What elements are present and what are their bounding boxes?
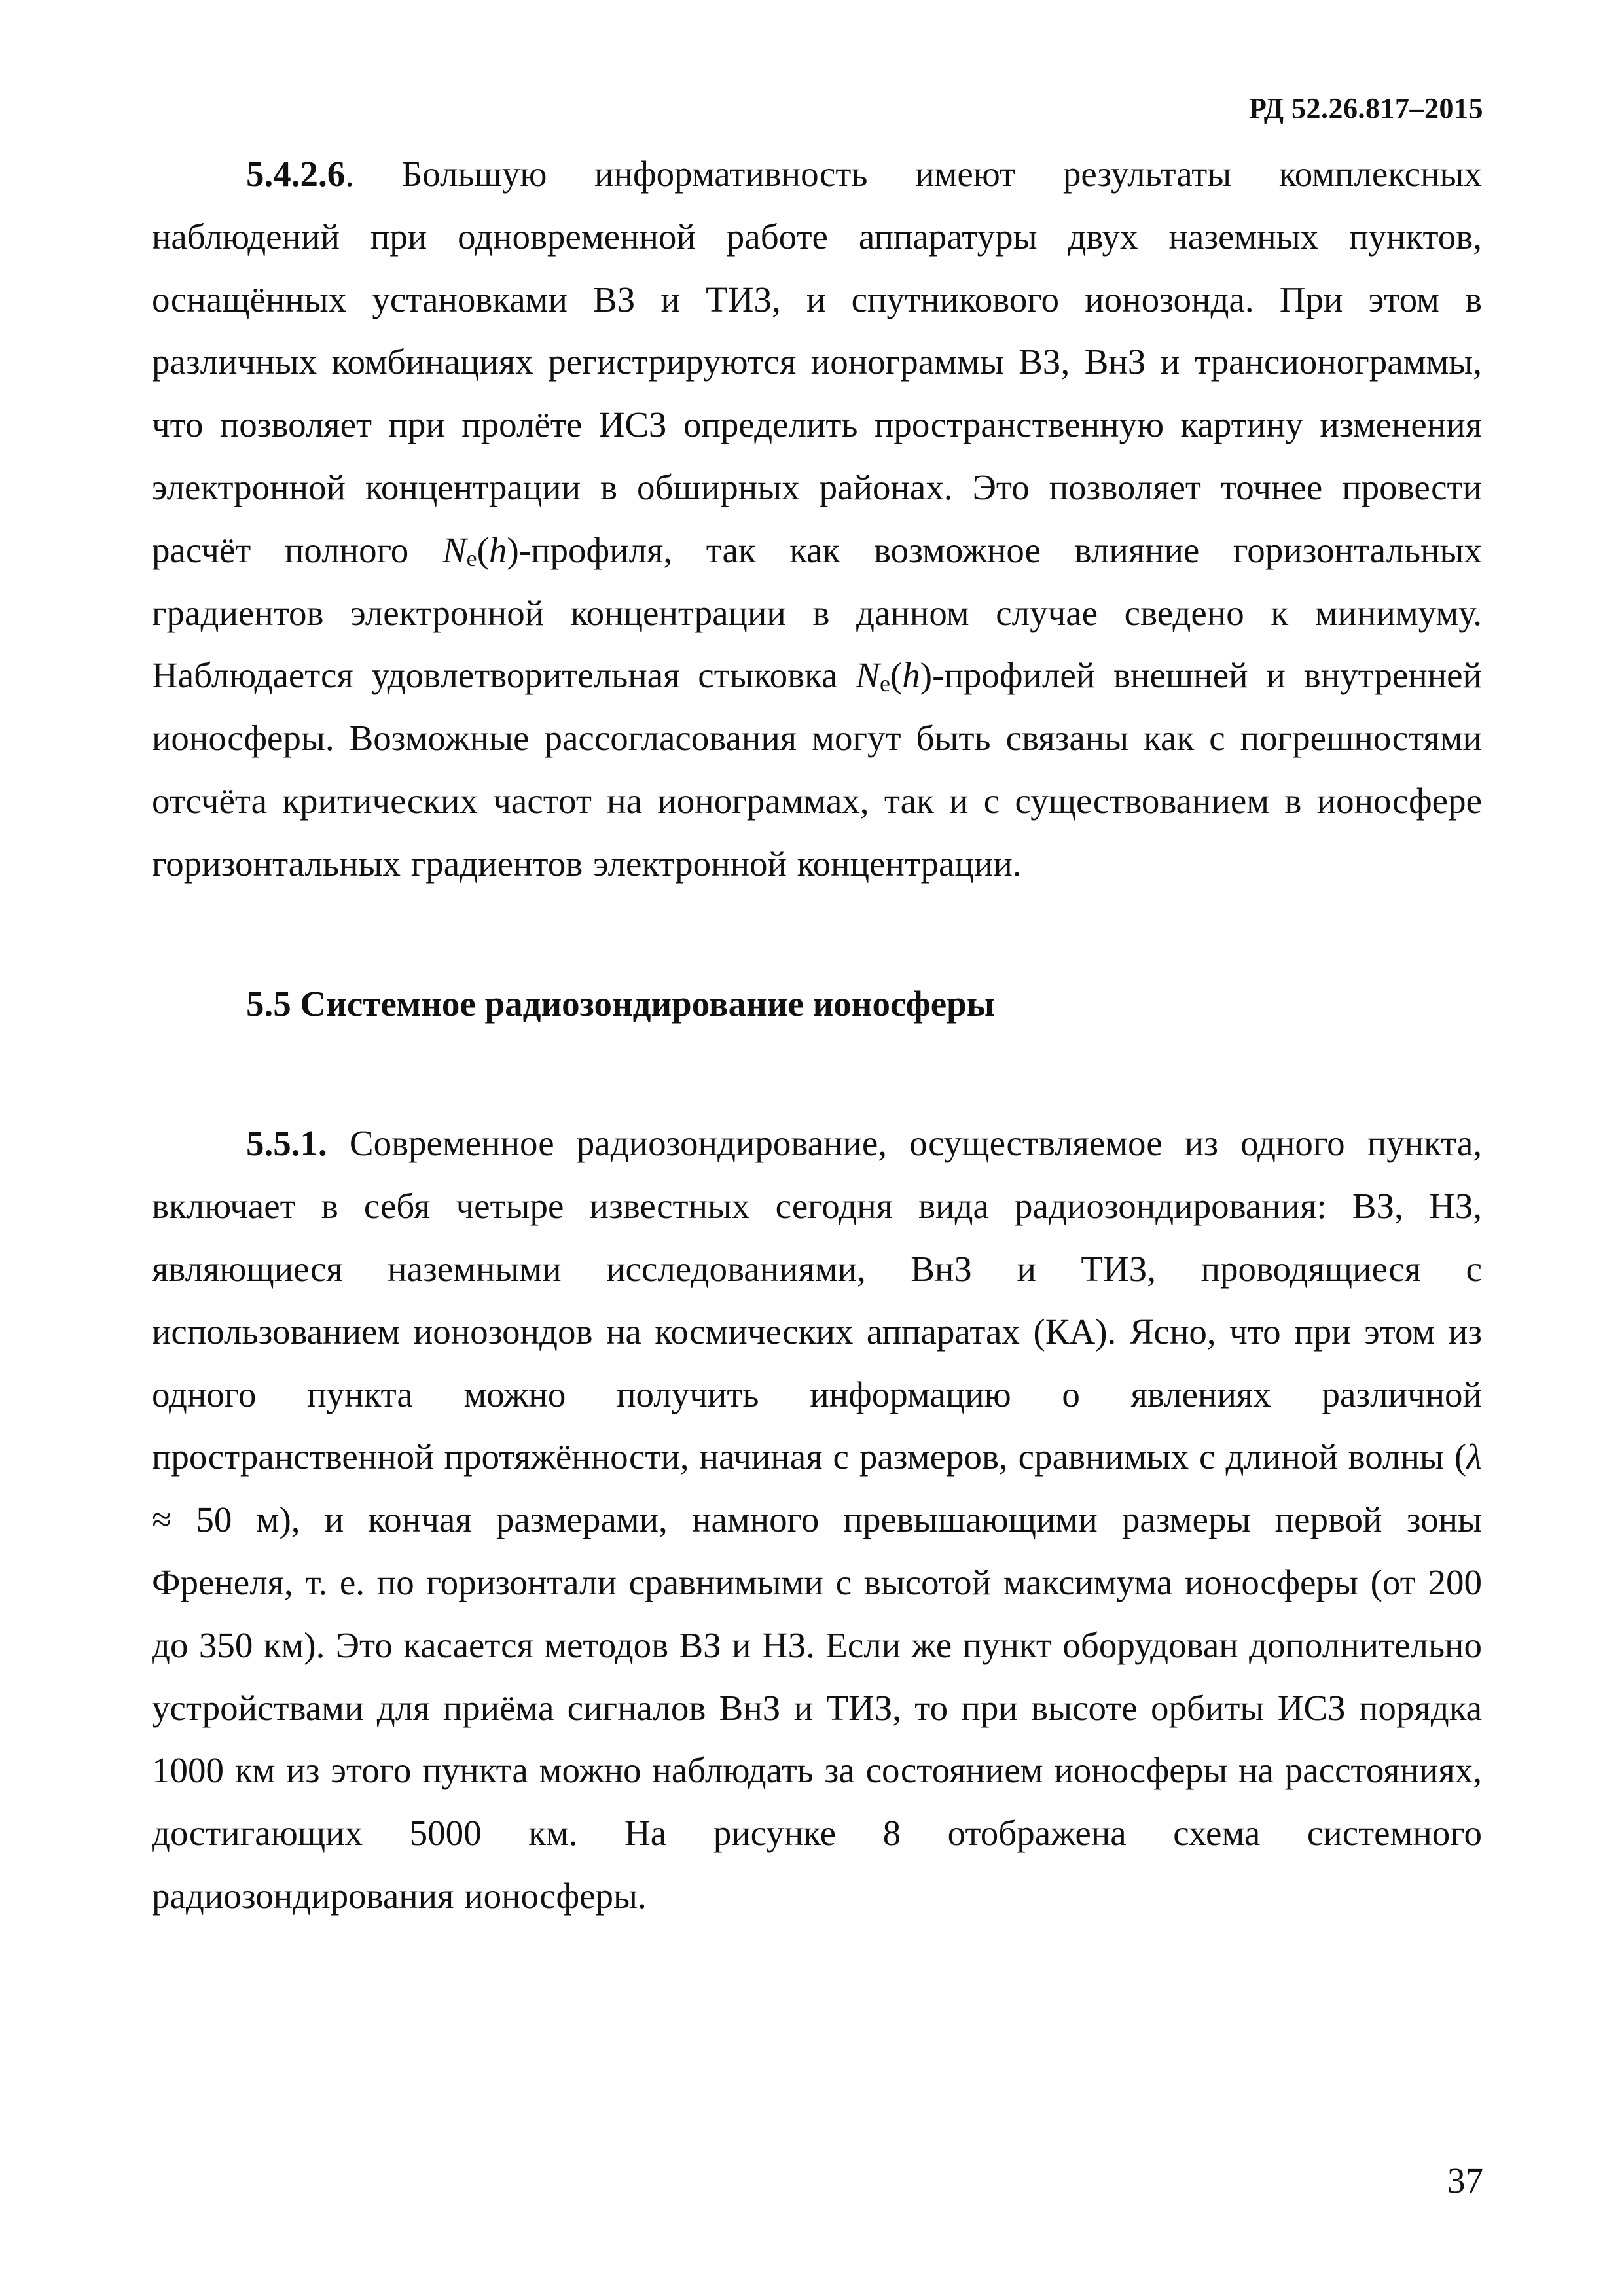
page-number: 37 bbox=[1447, 2161, 1483, 2200]
ne-symbol: N bbox=[442, 529, 467, 570]
paragraph-5-4-2-6 bbox=[152, 143, 1482, 895]
paren-close: ) bbox=[507, 529, 519, 570]
h-symbol: h bbox=[488, 529, 507, 570]
section-heading: 5.5 Системное радиозондирование ионосферы bbox=[246, 983, 995, 1024]
page-content bbox=[152, 143, 1482, 1928]
ne-subscript: e bbox=[879, 670, 890, 697]
clause-number: 5.5.1. bbox=[246, 1123, 327, 1164]
lambda-symbol: λ bbox=[1466, 1437, 1482, 1477]
paren-open: ( bbox=[890, 655, 903, 696]
h-symbol: h bbox=[902, 655, 920, 696]
paren-open: ( bbox=[477, 529, 489, 570]
ne-symbol: N bbox=[856, 655, 880, 696]
paragraph-text: Современное радиозондирование, осуществляемое из одного пункта, включает в себя четыре известных сегодня вида радиозондирования: ВЗ, НЗ, являющиеся наземными исследованиями, ВнЗ и ТИЗ, проводящиеся с использованием ионозондов на космических аппаратах (КА). Ясно, что при этом из одного пункта можно получить информацию о явлениях различной пространственной протяжённости, начиная с размеров, сравнимых с длиной волны ( bbox=[152, 1123, 1482, 1477]
ne-subscript: e bbox=[466, 545, 477, 571]
paragraph-text: . Большую информативность имеют результаты комплексных наблюдений при одновременной работе аппаратуры двух наземных пунктов, оснащённых установками ВЗ и ТИЗ, и спутникового ионозонда. При этом в различных комбинациях регистрируются ионограммы ВЗ, ВнЗ и трансионограммы, что позволяет при пролёте ИСЗ определить пространственную картину изменения электронной концентрации в обширных районах. Это позволяет точнее провести расчёт полного bbox=[152, 154, 1482, 570]
paragraph-text: -профиля, так как возможное влияние горизонтальных градиентов электронной концентрации в данном случае сведено к минимуму. Наблюдается удовлетворительная стыковка bbox=[152, 529, 1482, 696]
paragraph-5-5-1 bbox=[152, 1112, 1482, 1927]
document-code: РД 52.26.817–2015 bbox=[1249, 92, 1483, 124]
wavelength-value: ≈ 50 м bbox=[152, 1499, 280, 1540]
spacer bbox=[152, 895, 1482, 973]
clause-number: 5.4.2.6 bbox=[246, 154, 346, 194]
paren-close: ) bbox=[920, 655, 933, 696]
paragraph-text: ), и кончая размерами, намного превышающими размеры первой зоны Френеля, т. е. по горизонтали сравнимыми с высотой максимума ионосферы (от 200 до 350 км). Это касается методов ВЗ и НЗ. Если же пункт оборудован дополнительно устройствами для приёма сигналов ВнЗ и ТИЗ, то при высоте орбиты ИСЗ порядка 1000 км из этого пункта можно наблюдать за состоянием ионосферы на расстояниях, достигающих 5000 км. На рисунке 8 отображена схема системного радиозондирования ионосферы. bbox=[152, 1499, 1482, 1916]
paragraph-text: -профилей внешней и внутренней ионосферы. Возможные рассогласования могут быть связаны как с погрешностями отсчёта критических частот на ионограммах, так и с существованием в ионосфере горизонтальных градиентов электронной концентрации. bbox=[152, 655, 1482, 884]
spacer bbox=[152, 1035, 1482, 1112]
